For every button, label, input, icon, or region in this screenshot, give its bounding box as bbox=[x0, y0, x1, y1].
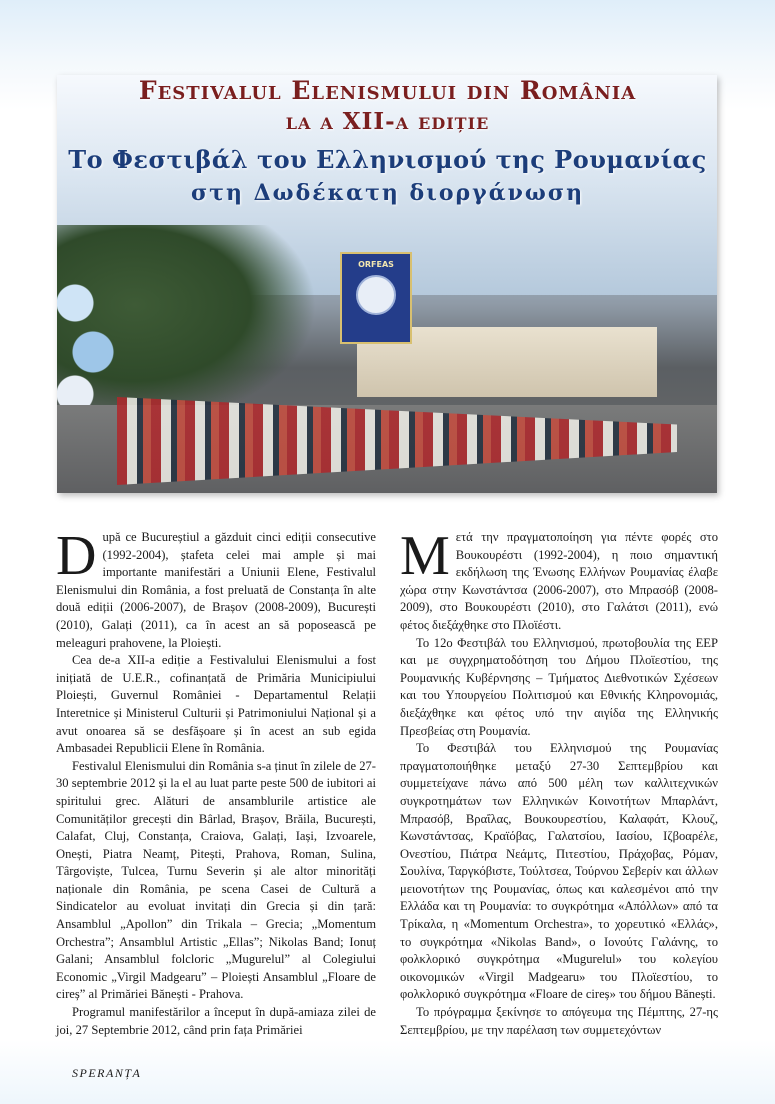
title-romanian-line1: Festivalul Elenismului din România bbox=[138, 76, 637, 105]
paragraph-text: ετά την πραγματοποίηση για πέντε φορές στο Βουκουρέστι (1992-2004), η ποιο σημαντική εκδήλωση της Ένωσης Ελλήνων Ρουμανίας έλαβε χώρα στην Κωνστάντσα (2006-2007), στο Μπρασόβ (2008-2009), στο Βουκουρέστι (2010), στο Γαλάτσι (2011), ενώ φέτος διεξάχθηκε στο Πλοϊέστι. bbox=[400, 530, 718, 632]
paragraph: Το πρόγραμμα ξεκίνησε το απόγευμα της Πέμπτης, 27-ης Σεπτεμβρίου, με την παρέλαση των συμμετεχόντων bbox=[400, 1005, 718, 1037]
magazine-name: SPERANȚA bbox=[72, 1066, 142, 1080]
paragraph: Το 12ο Φεστιβάλ του Ελληνισμού, πρωτοβουλία της ΕΕΡ και με συγχρηματοδότηση του Δήμου Πλοϊεστίου, της Ρουμανικής Κυβέρνησης – Τμήματος Διεθνοτικών Σχέσεων και του Υπουργείου Πολιτισμού και Εθνικής Κληρονομιάς, διεξάχθηκε και φέτος υπό την αιγίδα της Ελληνικής Πρεσβείας στη Ρουμανία. bbox=[400, 635, 718, 738]
paragraph: Programul manifestărilor a început în după-amiaza zilei de joi, 27 Septembrie 2012, când prin fața Primăriei bbox=[56, 1005, 376, 1037]
banner-text: ORFEAS bbox=[358, 260, 394, 269]
paragraph-text: upă ce Bucureștiul a găzduit cinci ediții consecutive (1992-2004), ștafeta celei mai ample și mai importante manifestări a Uniunii Elene, Festivalul Elenismului din România, a fost preluată de Constanța în alte două ediții (2006-2007), de Brașov (2008-2009), București (2010), Galați (2011), ca în acest an să poposească pe meleaguri prahovene, la Ploiești. bbox=[56, 530, 376, 650]
paragraph: Festivalul Elenismului din România s-a ținut în zilele de 27-30 septembrie 2012 și la el au luat parte peste 500 de iubitori ai spiritului grec. Alături de ansamblurile artistice ale Comunităților grecești din Bârlad, Brașov, Brăila, București, Calafat, Cluj, Constanța, Craiova, Galați, Iași, Izvoarele, Onești, Piatra Neamț, Pitești, Prahova, Roman, Sulina, Târgoviște, Tulcea, Turnu Severin și ale altor minorități naționale din România, pe scena Casei de Cultură a Sindicatelor au evoluat invitați din Grecia și din țară: Ansamblul „Apollon” din Trikala – Grecia; „Momentum Orchestra”; Ansamblul Artistic „Ellas”; Nikolas Band; Ionuț Galani; Ansamblul folcloric „Mugurelul” al Colegiului Economic „Virgil Madgearu” – Ploiești Ansamblul „Floare de cireș” al Primăriei Bănești - Prahova. bbox=[56, 758, 376, 1002]
paragraph: Το Φεστιβάλ του Ελληνισμού της Ρουμανίας πραγματοποιήθηκε μεταξύ 27-30 Σεπτεμβρίου και συμμετείχανε πάνω από 500 μέλη των καλλιτεχνικών συγκροτημάτων των Ελληνικών Κοινοτήτων Μπαρλάντ, Μπρασόβ, Βραΐλας, Βουκουρεστίου, Καλαφάτ, Κλουζ, Κωνστάντσας, Κραϊόβας, Γαλατσίου, Ιασίου, Ιζβοαρέλε, Ονεστίου, Πιάτρα Νεάμτς, Πιτεστίου, Πράχοβας, Ρόμαν, Σουλίνα, Ταργκόβιστε, Τούλτσεα, Τούρνου Σεβερίν και άλλων μειονοτήτων της Ρουμανίας, όπως και καλεσμένοι από την Ελλάδα και τη Ρουμανία: το συγκρότημα «Απόλλων» από τα Τρίκαλα, η «Momentum Orchestra», το χορευτικό «Ελλάς», το συγκρότημα «Nikolas Band», ο Ιονούτς Γαλάνης, το φολκλορικό συγκρότημα «Mugurelul» του κολεγίου οικονομικών «Virgil Madgearu» του Πλοϊεστίου, το φολκλορικό συγκρότημα «Floare de cireș» του δήμου Bănești. bbox=[400, 741, 718, 1002]
banner-emblem-icon bbox=[356, 275, 396, 315]
article-column-greek bbox=[400, 525, 718, 1039]
paragraph: Cea de-a XII-a ediție a Festivalului Elenismului a fost inițiată de U.E.R., cofinanțată de Primăria Municipiului Ploiești, Guvernul României - Departamentul Relații Interetnice și Ministerul Culturii și Patrimoniului Național și a avut onoarea să se desfășoare și în acest an sub egida Ambasadei Republicii Elene în România. bbox=[56, 653, 376, 756]
title-greek-line2: στη Δωδέκατη διοργάνωση bbox=[190, 180, 585, 206]
title-romanian-line2: la a XII-a ediție bbox=[285, 108, 490, 135]
article-column-romanian bbox=[56, 525, 376, 1039]
photo-balloons bbox=[57, 275, 117, 415]
paragraph bbox=[400, 525, 718, 635]
dropcap: Μ bbox=[400, 525, 450, 587]
dropcap: D bbox=[56, 525, 97, 587]
paragraph bbox=[56, 525, 376, 652]
parade-photo bbox=[57, 75, 717, 493]
title-greek-line1: Το Φεστιβάλ του Ελληνισμού της Ρουμανίας bbox=[68, 145, 707, 174]
